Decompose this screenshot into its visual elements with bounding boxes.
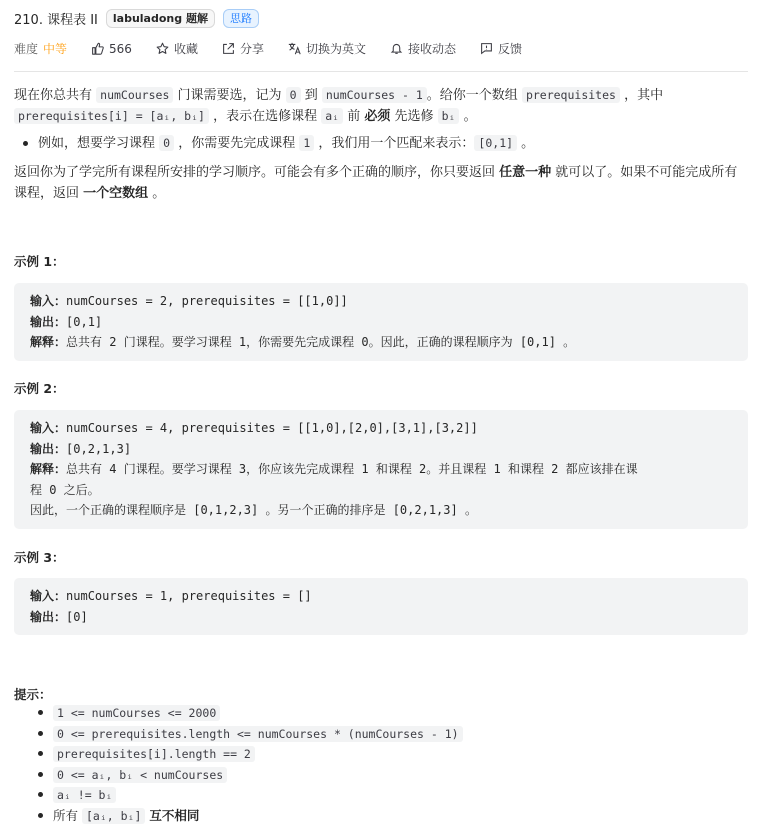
example-3-block bbox=[14, 578, 748, 635]
input-label: 输入： bbox=[30, 589, 67, 603]
input-label: 输入： bbox=[30, 421, 67, 435]
input-value: numCourses = 4, prerequisites = [[1,0],[2,0],[3,1],[3,2]] bbox=[66, 421, 478, 435]
feedback-icon bbox=[480, 42, 493, 55]
output-label: 输出： bbox=[30, 609, 67, 624]
text: 。给你一个数组 bbox=[426, 88, 522, 103]
example-explain-line bbox=[30, 480, 732, 501]
example-explain-line bbox=[30, 332, 732, 353]
example-3-heading: 示例 3： bbox=[14, 550, 65, 565]
example-1-block bbox=[14, 283, 748, 361]
description-bullets bbox=[14, 133, 748, 154]
header-divider bbox=[14, 71, 748, 72]
bold-text: 任意一种 bbox=[499, 165, 552, 180]
inline-code: 0 <= prerequisites.length <= numCourses * (numCourses - 1) bbox=[53, 726, 463, 742]
output-value: [0] bbox=[66, 609, 88, 624]
bold-text: 一个空数组 bbox=[83, 186, 149, 201]
inline-code: 0 bbox=[286, 87, 301, 103]
input-value: numCourses = 2, prerequisites = [[1,0]] bbox=[66, 294, 348, 308]
text: 到 bbox=[300, 88, 322, 103]
translate-icon bbox=[288, 42, 301, 55]
explain-label: 解释： bbox=[30, 462, 67, 476]
description-paragraph-2 bbox=[14, 162, 748, 204]
hints-list bbox=[14, 703, 463, 826]
inline-code: 1 bbox=[299, 135, 314, 151]
example-output-line bbox=[30, 312, 732, 333]
text: ，表示在选修课程 bbox=[208, 109, 322, 124]
favorite-button[interactable] bbox=[156, 40, 198, 57]
explain-value: 总共有 4 门课程。要学习课程 3，你应该先完成课程 1 和课程 2。并且课程 1 和课程 2 都应该排在课 bbox=[66, 462, 638, 476]
text: ，你需要先完成课程 bbox=[174, 136, 300, 151]
example-input-line bbox=[30, 586, 732, 607]
favorite-label: 收藏 bbox=[173, 42, 198, 56]
text: 。 bbox=[517, 136, 535, 151]
feedback-button[interactable] bbox=[480, 40, 522, 57]
text: 例如，想要学习课程 bbox=[38, 136, 160, 151]
meta-toolbar bbox=[14, 40, 546, 57]
bold-text: 必须 bbox=[364, 109, 391, 124]
text: 先选修 bbox=[390, 109, 438, 124]
inline-code: prerequisites[i] = [aᵢ, bᵢ] bbox=[14, 108, 209, 124]
difficulty-value: 中等 bbox=[43, 42, 68, 56]
text: 前 bbox=[343, 109, 365, 124]
hint-tag[interactable]: 思路 bbox=[223, 9, 259, 28]
text: ，我们用一个匹配来表示： bbox=[314, 136, 475, 151]
list-item bbox=[14, 744, 463, 765]
notify-button[interactable] bbox=[390, 40, 456, 57]
output-value: [0,1] bbox=[66, 314, 103, 329]
notify-label: 接收动态 bbox=[407, 42, 456, 56]
explain-label: 解释： bbox=[30, 335, 67, 349]
inline-code: aᵢ != bᵢ bbox=[53, 787, 116, 803]
example-output-line bbox=[30, 439, 732, 460]
example-explain-line bbox=[30, 500, 732, 521]
text: 返回你为了学完所有课程所安排的学习顺序。可能会有多个正确的顺序，你只要返回 bbox=[14, 165, 500, 180]
output-label: 输出： bbox=[30, 314, 67, 329]
example-input-line bbox=[30, 291, 732, 312]
output-value: [0,2,1,3] bbox=[66, 441, 132, 456]
list-item bbox=[14, 724, 463, 745]
difficulty-label: 难度 bbox=[14, 42, 39, 56]
output-label: 输出： bbox=[30, 441, 67, 456]
inline-code: aᵢ bbox=[321, 108, 343, 124]
example-explain-line bbox=[30, 459, 732, 480]
difficulty bbox=[14, 40, 67, 57]
list-item bbox=[14, 806, 463, 827]
share-button[interactable] bbox=[222, 40, 264, 57]
inline-code: 1 <= numCourses <= 2000 bbox=[53, 705, 220, 721]
share-label: 分享 bbox=[239, 42, 264, 56]
inline-code: bᵢ bbox=[438, 108, 460, 124]
title-row bbox=[14, 9, 259, 28]
feedback-label: 反馈 bbox=[498, 42, 523, 56]
list-item bbox=[14, 703, 463, 724]
text: 现在你总共有 bbox=[14, 88, 97, 103]
list-item bbox=[14, 785, 463, 806]
input-label: 输入： bbox=[30, 294, 67, 308]
inline-code: numCourses - 1 bbox=[322, 87, 427, 103]
description-paragraph-1 bbox=[14, 85, 748, 127]
thumb-up-icon bbox=[91, 42, 104, 55]
source-tag[interactable]: labuladong 题解 bbox=[106, 9, 215, 28]
explain-value: 总共有 2 门课程。要学习课程 1，你需要先完成课程 0。因此，正确的课程顺序为 [0,1] 。 bbox=[66, 335, 576, 349]
translate-button[interactable] bbox=[288, 40, 366, 57]
translate-label: 切换为英文 bbox=[305, 42, 366, 56]
inline-code: 0 <= aᵢ, bᵢ < numCourses bbox=[53, 767, 227, 783]
like-button[interactable] bbox=[91, 42, 132, 56]
inline-code: numCourses bbox=[96, 87, 173, 103]
input-value: numCourses = 1, prerequisites = [] bbox=[66, 589, 312, 603]
explain-value: 因此，一个正确的课程顺序是 [0,1,2,3] 。另一个正确的排序是 [0,2,1,3] 。 bbox=[30, 503, 477, 517]
inline-code: prerequisites bbox=[522, 87, 620, 103]
like-count: 566 bbox=[109, 41, 132, 56]
text: 所有 bbox=[53, 807, 82, 823]
problem-description bbox=[14, 85, 748, 204]
inline-code: [aᵢ, bᵢ] bbox=[82, 808, 145, 824]
explain-value: 程 0 之后。 bbox=[30, 482, 100, 497]
problem-title: 210. 课程表 II bbox=[14, 13, 98, 28]
text: 。 bbox=[148, 186, 166, 201]
list-item bbox=[14, 133, 748, 154]
share-icon bbox=[222, 42, 235, 55]
inline-code: 0 bbox=[159, 135, 174, 151]
star-icon bbox=[156, 42, 169, 55]
example-1-heading: 示例 1： bbox=[14, 254, 65, 269]
example-output-line bbox=[30, 607, 732, 628]
inline-code: prerequisites[i].length == 2 bbox=[53, 746, 255, 762]
example-input-line bbox=[30, 418, 732, 439]
bell-icon bbox=[390, 42, 403, 55]
text: 。 bbox=[459, 109, 477, 124]
list-item bbox=[14, 765, 463, 786]
bold-text: 互不相同 bbox=[149, 807, 200, 823]
text: 就可以了。如果不可能完成所有课程，返回 bbox=[14, 165, 738, 201]
hints-heading: 提示： bbox=[14, 687, 52, 702]
example-2-heading: 示例 2： bbox=[14, 381, 65, 396]
text: ，其中 bbox=[619, 88, 664, 103]
example-2-block bbox=[14, 410, 748, 529]
text: 门课需要选，记为 bbox=[173, 88, 286, 103]
inline-code: [0,1] bbox=[474, 135, 517, 151]
